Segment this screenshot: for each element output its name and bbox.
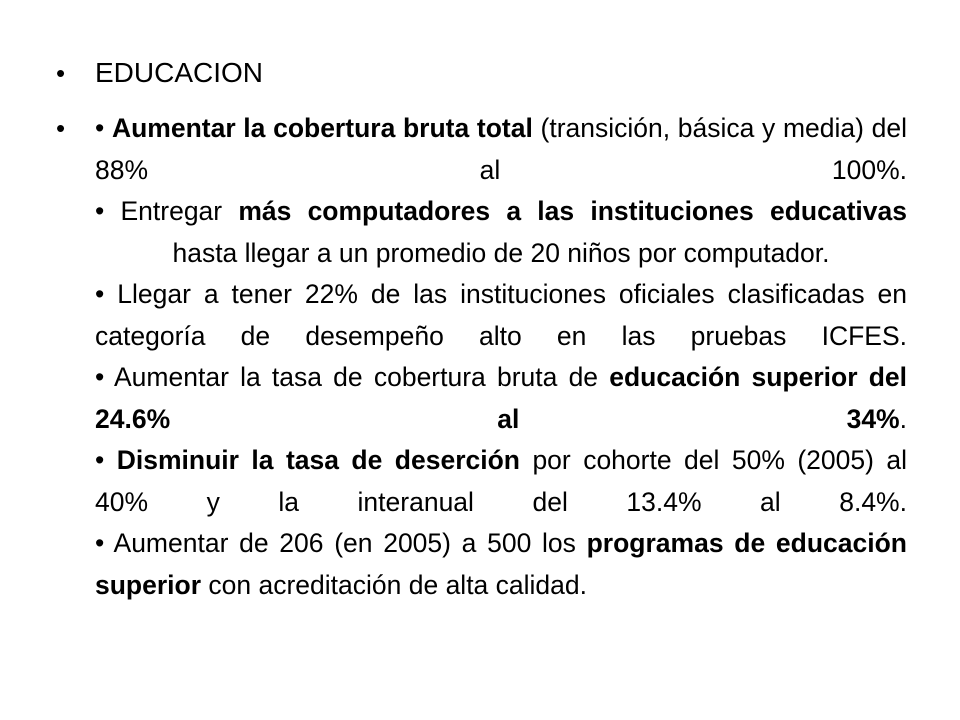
goal-rest: (transición, básica y media) del 88% al 100%. [95,113,908,185]
goal-item-programs [95,523,907,606]
goal-item-computers [95,191,907,274]
bullet-dot-icon: • [56,58,66,88]
goal-item-higher-education [95,357,907,440]
goals-text [95,108,907,606]
goal-highlight: educación superior del 24.6% al 34% [95,362,908,434]
goal-prefix: • Aumentar la tasa de cobertura bruta de [95,362,610,392]
bullet-dot-icon: • [56,113,66,143]
goal-prefix: • Entregar [95,196,239,226]
goal-highlight: Disminuir la tasa de deserción [116,445,520,475]
goal-highlight: Aumentar la cobertura bruta total [111,113,533,143]
goal-highlight: programas de educación superior [95,528,907,600]
goal-text: • Llegar a tener 22% de las instituciones oficiales clasificadas en categoría de desempeño alto en las pruebas ICFES. [95,279,907,351]
goal-rest: . [899,403,907,434]
goal-rest: hasta llegar a un promedio de 20 niños por computador. [172,237,830,268]
goal-rest: por cohorte del 50% (2005) al 40% y la interanual del 13.4% al 8.4%. [95,445,908,517]
goal-item-coverage [95,108,907,191]
goal-prefix: • [95,113,112,143]
goal-item-dropout [95,440,907,523]
goal-prefix: • Aumentar de 206 (en 2005) a 500 los [95,528,587,558]
goal-highlight: más computadores a las instituciones educativas [238,196,907,226]
slide-title: EDUCACION [95,57,264,88]
goal-item-icfes [95,274,907,357]
goal-prefix: • [95,445,117,475]
goal-rest: con acreditación de alta calidad. [201,569,588,600]
